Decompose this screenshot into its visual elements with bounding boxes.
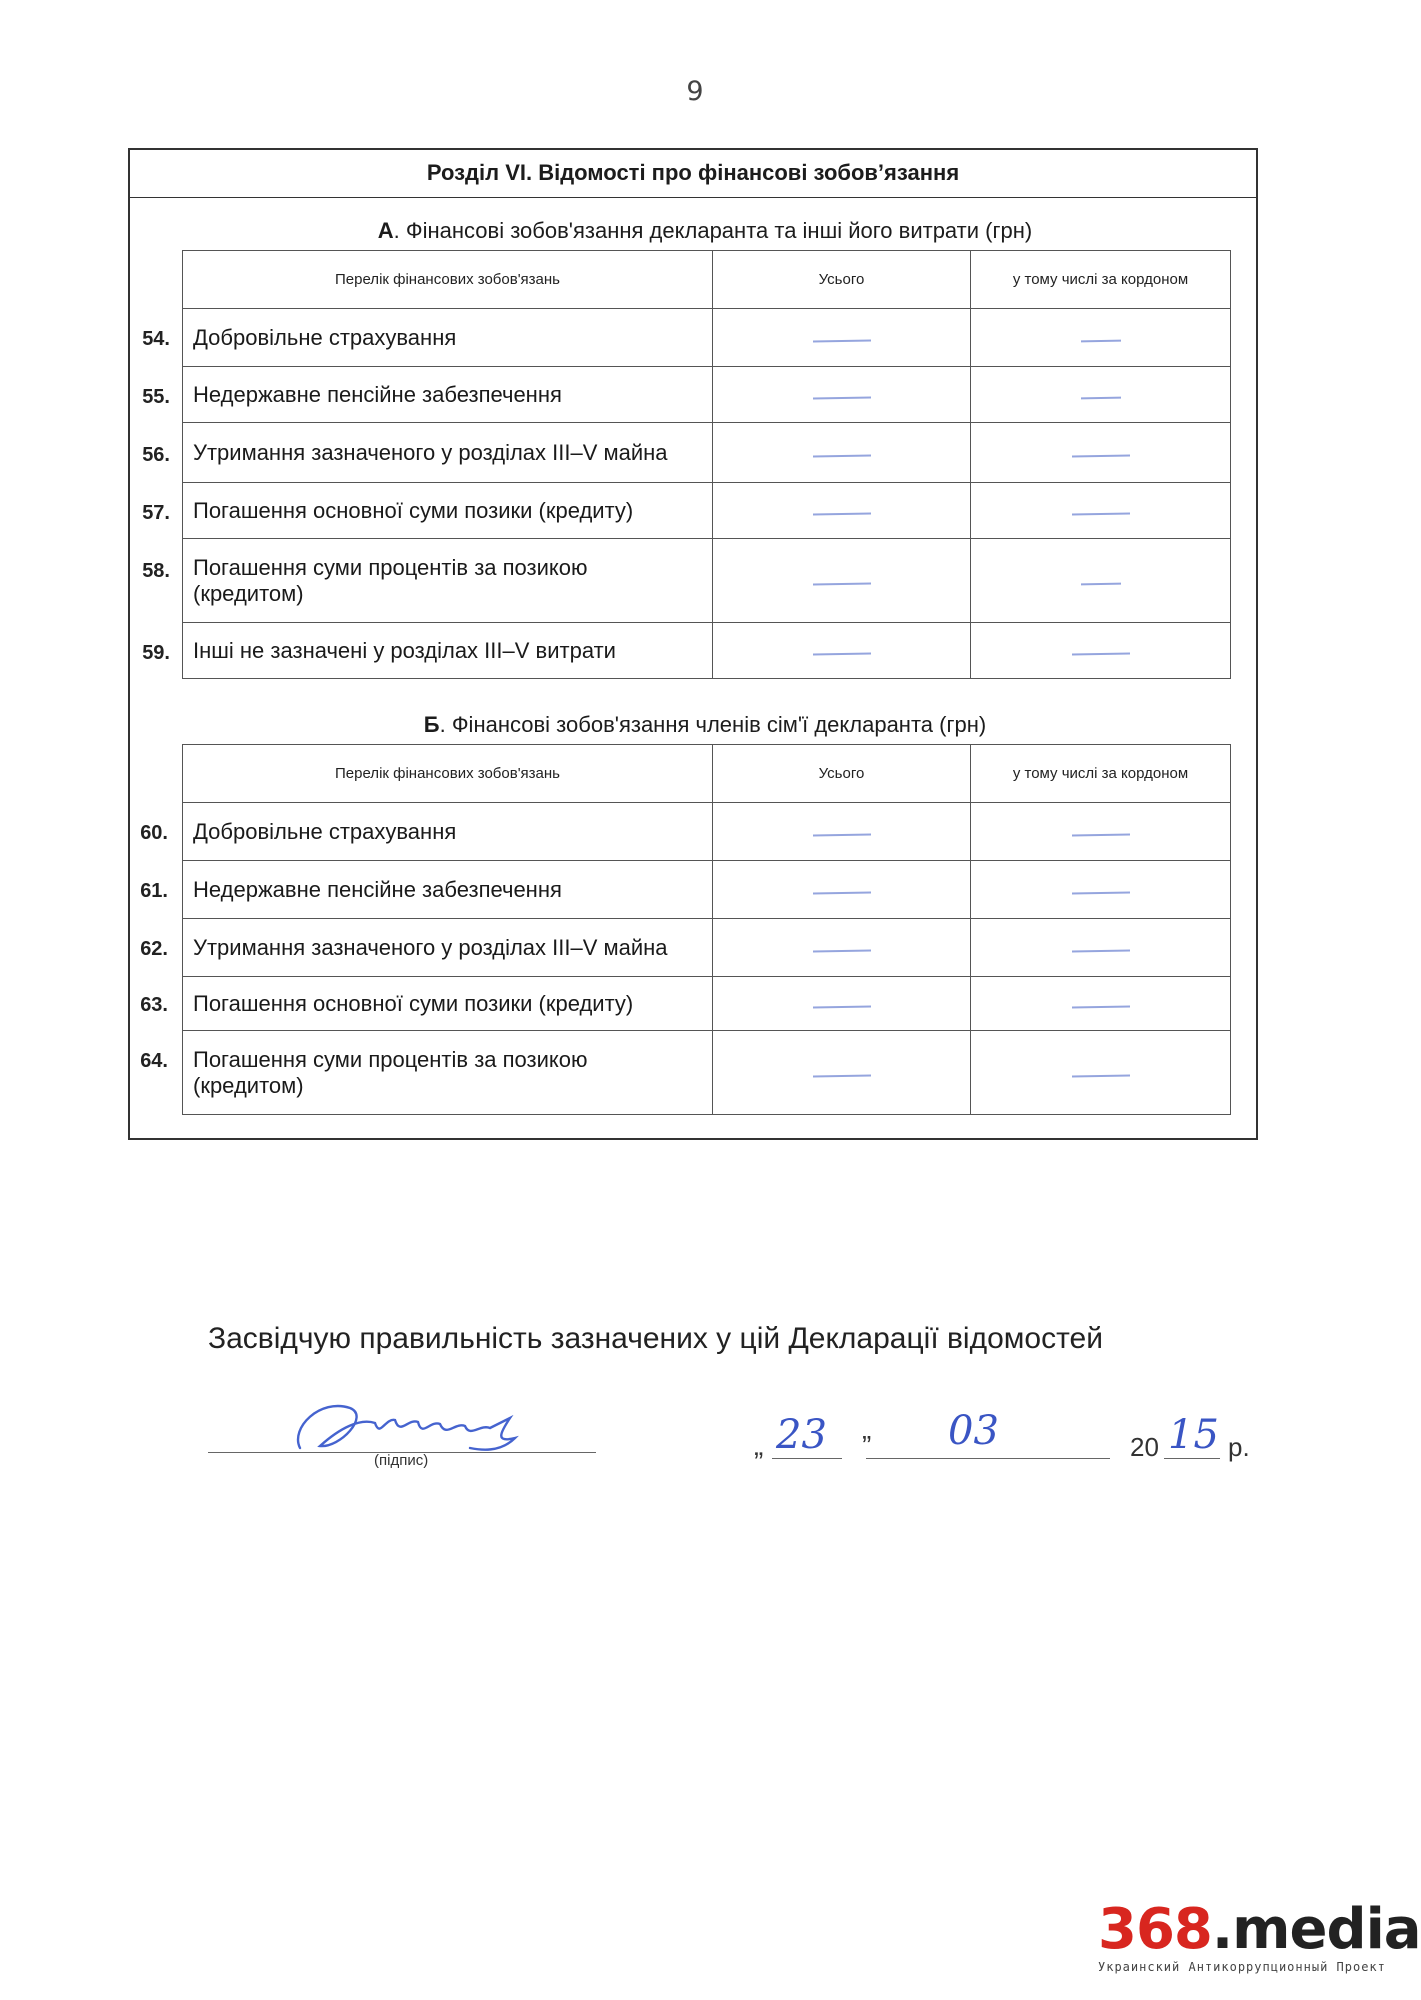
table-row xyxy=(183,539,1231,623)
row-number: 57. xyxy=(142,502,170,524)
watermark-logo xyxy=(1098,1897,1421,1974)
row-number: 64. xyxy=(140,1050,168,1072)
value-abroad xyxy=(971,623,1231,679)
table-row xyxy=(183,861,1231,919)
row-name: Добровільне страхування xyxy=(183,803,713,861)
dash-mark xyxy=(812,582,870,585)
value-total xyxy=(713,919,971,977)
row-name: Погашення суми процентів за позикою (кредитом) xyxy=(183,1031,713,1115)
dash-mark xyxy=(812,891,870,894)
header-abroad: у тому числі за кордоном xyxy=(971,745,1231,803)
part-b-table xyxy=(182,744,1231,1115)
row-name: Недержавне пенсійне забезпечення xyxy=(183,861,713,919)
logo-tagline: Украинский Антикоррупционный Проект xyxy=(1098,1960,1386,1974)
row-name: Погашення суми процентів за позикою (кредитом) xyxy=(183,539,713,623)
dash-mark xyxy=(812,652,870,655)
value-total xyxy=(713,483,971,539)
quote-close: ” xyxy=(862,1430,872,1461)
value-abroad xyxy=(971,483,1231,539)
value-total xyxy=(713,423,971,483)
year-line xyxy=(1164,1458,1220,1459)
value-total xyxy=(713,1031,971,1115)
value-abroad xyxy=(971,539,1231,623)
dash-mark xyxy=(1071,512,1129,515)
dash-mark xyxy=(812,339,870,342)
table-row xyxy=(183,919,1231,977)
row-name: Добровільне страхування xyxy=(183,309,713,367)
row-number: 62. xyxy=(140,938,168,960)
row-number: 54. xyxy=(142,328,170,350)
year-suffix: 15 xyxy=(1168,1412,1219,1458)
header-obligations: Перелік фінансових зобов'язань xyxy=(183,745,713,803)
dash-mark xyxy=(1071,1074,1129,1077)
part-b-title-text: . Фінансові зобов'язання членів сім'ї декларанта (грн) xyxy=(439,712,987,737)
table-row xyxy=(183,423,1231,483)
row-number: 58. xyxy=(142,560,170,582)
value-abroad xyxy=(971,861,1231,919)
dash-mark xyxy=(812,949,870,952)
dash-mark xyxy=(812,833,870,836)
value-total xyxy=(713,861,971,919)
quote-open: „ xyxy=(754,1430,764,1461)
value-abroad xyxy=(971,423,1231,483)
header-abroad: у тому числі за кордоном xyxy=(971,251,1231,309)
part-b-letter: Б xyxy=(423,712,440,737)
year-prefix: 20 xyxy=(1130,1432,1159,1462)
date-day: 23 xyxy=(776,1412,827,1458)
table-row xyxy=(183,1031,1231,1115)
table-row xyxy=(183,483,1231,539)
dash-mark xyxy=(812,396,870,399)
row-number: 59. xyxy=(142,642,170,664)
logo-wordmark xyxy=(1098,1897,1421,1962)
table-row xyxy=(183,803,1231,861)
value-abroad xyxy=(971,367,1231,423)
part-a-title xyxy=(180,218,1230,244)
dash-mark xyxy=(812,1005,870,1008)
dash-mark xyxy=(1071,454,1129,457)
dash-mark xyxy=(1071,949,1129,952)
dash-mark xyxy=(812,1074,870,1077)
value-abroad xyxy=(971,919,1231,977)
dash-mark xyxy=(1080,339,1120,342)
row-name: Недержавне пенсійне забезпечення xyxy=(183,367,713,423)
table-row xyxy=(183,367,1231,423)
page-number: 9 xyxy=(686,76,704,107)
year-abbrev: р. xyxy=(1228,1432,1250,1462)
dash-mark xyxy=(1080,396,1120,399)
certification-text: Засвідчую правильність зазначених у цій Декларації відомостей xyxy=(208,1322,1103,1355)
value-total xyxy=(713,977,971,1031)
header-obligations: Перелік фінансових зобов'язань xyxy=(183,251,713,309)
part-b-title xyxy=(180,712,1230,738)
row-number: 61. xyxy=(140,880,168,902)
table-row xyxy=(183,309,1231,367)
dash-mark xyxy=(1071,833,1129,836)
value-abroad xyxy=(971,977,1231,1031)
table-row xyxy=(183,977,1231,1031)
logo-number: 368 xyxy=(1098,1897,1212,1962)
row-number: 56. xyxy=(142,444,170,466)
row-name: Погашення основної суми позики (кредиту) xyxy=(183,977,713,1031)
header-total: Усього xyxy=(713,251,971,309)
header-total: Усього xyxy=(713,745,971,803)
part-a-letter: А xyxy=(377,218,394,243)
value-total xyxy=(713,367,971,423)
dash-mark xyxy=(812,454,870,457)
logo-media: .media xyxy=(1211,1897,1421,1962)
row-number: 60. xyxy=(140,822,168,844)
row-name: Інші не зазначені у розділах III–V витрати xyxy=(183,623,713,679)
dash-mark xyxy=(1080,582,1120,585)
month-line xyxy=(866,1458,1110,1459)
part-a-table xyxy=(182,250,1231,679)
value-abroad xyxy=(971,803,1231,861)
value-total xyxy=(713,623,971,679)
day-line xyxy=(772,1458,842,1459)
dash-mark xyxy=(812,512,870,515)
row-number: 55. xyxy=(142,386,170,408)
row-name: Погашення основної суми позики (кредиту) xyxy=(183,483,713,539)
dash-mark xyxy=(1071,652,1129,655)
signature-caption: (підпис) xyxy=(374,1452,429,1469)
section-title: Розділ VI. Відомості про фінансові зобов’язання xyxy=(128,148,1258,198)
value-total xyxy=(713,803,971,861)
row-name: Утримання зазначеного у розділах III–V майна xyxy=(183,423,713,483)
date-month: 03 xyxy=(948,1408,999,1454)
table-header-row xyxy=(183,251,1231,309)
table-header-row xyxy=(183,745,1231,803)
value-total xyxy=(713,539,971,623)
dash-mark xyxy=(1071,891,1129,894)
part-a-title-text: . Фінансові зобов'язання декларанта та інші його витрати (грн) xyxy=(393,218,1033,243)
table-row xyxy=(183,623,1231,679)
value-abroad xyxy=(971,309,1231,367)
row-number: 63. xyxy=(140,994,168,1016)
row-name: Утримання зазначеного у розділах III–V майна xyxy=(183,919,713,977)
signature-stroke xyxy=(298,1406,515,1450)
value-abroad xyxy=(971,1031,1231,1115)
value-total xyxy=(713,309,971,367)
dash-mark xyxy=(1071,1005,1129,1008)
